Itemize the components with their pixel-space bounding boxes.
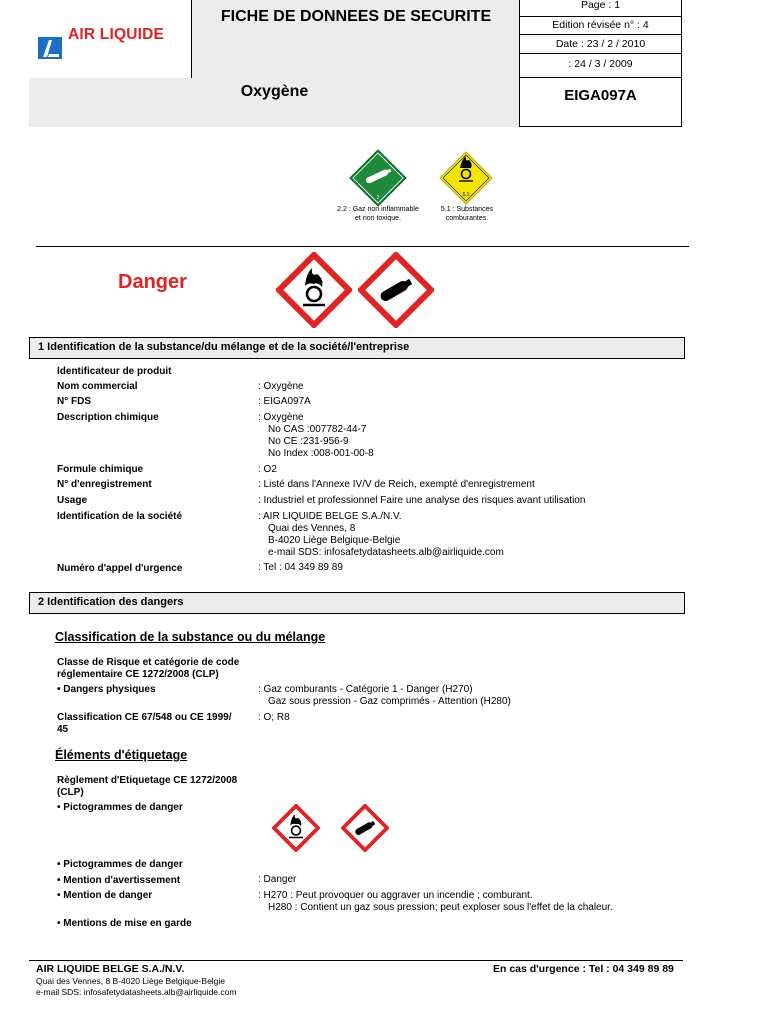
product-code: EIGA097A [564, 87, 637, 104]
emergency-phone: : Tel : 04 349 89 89 [258, 562, 343, 573]
row-value: : Listé dans l'Annexe IV/V de Reich, exempté d'enregistrement [258, 479, 535, 490]
row-value-extra: No Index :008-001-00-8 [268, 448, 374, 459]
row-label: • Pictogrammes de danger [57, 859, 183, 870]
row-label: 45 [57, 724, 69, 735]
transport-caption-5-1: 5.1 : Substances comburantes. [440, 206, 494, 222]
row-label: N° d'enregistrement [57, 479, 152, 490]
row-label: Identificateur de produit [57, 366, 172, 377]
row-value: : EIGA097A [258, 396, 311, 407]
row-value-extra: Quai des Vennes, 8 [268, 523, 356, 534]
row-label: • Mention d'avertissement [57, 875, 181, 886]
row-label: • Mention de danger [57, 890, 153, 901]
footer-email[interactable]: e-mail SDS: infosafetydatasheets.alb@airliquide.com [36, 987, 237, 997]
row-label: Règlement d'Etiquetage CE 1272/2008 [57, 775, 238, 786]
footer-emergency: En cas d'urgence : Tel : 04 349 89 89 [493, 963, 674, 975]
row-label: Description chimique [57, 412, 159, 423]
row-label: Usage [57, 495, 88, 506]
row-label: Nom commercial [57, 381, 138, 392]
row-value: : Oxygène [258, 381, 304, 392]
meta-divider [519, 16, 682, 17]
row-label: N° FDS [57, 396, 91, 407]
row-value: : Danger [258, 874, 297, 885]
transport-caption-2-2: 2.2 : Gaz non inflammable et non toxique. [337, 206, 419, 222]
row-value: : O2 [258, 464, 277, 475]
air-liquide-logo-icon [38, 37, 62, 59]
row-value: : O; R8 [258, 712, 290, 723]
svg-text:5.1: 5.1 [462, 192, 470, 198]
document-title: FICHE DE DONNEES DE SECURITE [220, 8, 492, 25]
flame-over-circle-icon [272, 804, 320, 852]
flame-over-circle-icon [276, 252, 352, 328]
footer-line [29, 960, 683, 961]
classification-title: Classification de la substance ou du mélange [55, 630, 326, 644]
gas-cylinder-icon [341, 804, 389, 852]
labelling-title: Éléments d'étiquetage [55, 748, 188, 762]
row-value: : Gaz comburants - Catégorie 1 - Danger (H270) [258, 684, 473, 695]
row-label: • Pictogrammes de danger [57, 802, 183, 813]
row-label: • Mentions de mise en garde [57, 918, 192, 929]
ghs-oxidizer-pictogram [276, 252, 352, 328]
row-value-extra: No CAS :007782-44-7 [268, 424, 367, 435]
footer-company: AIR LIQUIDE BELGE S.A./N.V. [36, 963, 185, 975]
row-value: : H270 : Peut provoquer ou aggraver un incendie ; comburant. [258, 890, 533, 901]
row-label: Numéro d'appel d'urgence [57, 563, 183, 574]
email-link[interactable]: e-mail SDS: infosafetydatasheets.alb@airliquide.com [268, 547, 504, 558]
ghs-gas-cylinder-small [341, 804, 389, 852]
svg-text:2: 2 [376, 195, 380, 201]
transport-label-2-2 [348, 148, 408, 208]
row-label: • Dangers physiques [57, 684, 156, 695]
section-1-heading: 1 Identification de la substance/du mélange et de la société/l'entreprise [29, 337, 685, 359]
separator-line [36, 246, 689, 247]
flame-over-circle-icon [438, 150, 494, 206]
row-value: : Industriel et professionnel Faire une analyse des risques avant utilisation [258, 495, 586, 506]
row-value-extra: Gaz sous pression - Gaz comprimés - Attention (H280) [268, 696, 511, 707]
page-number: Page : 1 [580, 0, 621, 11]
supersedes-date: : 24 / 3 / 2009 [568, 58, 633, 70]
meta-divider [519, 34, 682, 35]
row-value: : Oxygène [258, 412, 304, 423]
gas-cylinder-icon [348, 148, 408, 208]
meta-divider [519, 77, 682, 78]
ghs-oxidizer-small [272, 804, 320, 852]
row-label: Formule chimique [57, 464, 144, 475]
row-value: : AIR LIQUIDE BELGE S.A./N.V. [258, 511, 402, 522]
product-name: Oxygène [240, 83, 309, 100]
gas-cylinder-icon [358, 252, 434, 328]
row-label: (CLP) [57, 787, 84, 798]
signal-word: Danger [118, 271, 187, 293]
transport-label-5-1 [438, 150, 494, 206]
row-value-extra: H280 : Contient un gaz sous pression; peut exploser sous l'effet de la chaleur. [268, 902, 613, 913]
company-logo-text: AIR LIQUIDE [68, 26, 165, 43]
row-label: Classification CE 67/548 ou CE 1999/ [57, 712, 232, 723]
row-value-extra: B-4020 Liège Belgique-Belgie [268, 535, 401, 546]
row-label: Classe de Risque et catégorie de code [57, 657, 240, 668]
meta-divider [519, 53, 682, 54]
footer-address: Quai des Vennes, 8 B-4020 Liège Belgique-Belgie [36, 976, 226, 986]
ghs-gas-cylinder-pictogram [358, 252, 434, 328]
row-label: Identification de la société [57, 511, 183, 522]
revision-date: Date : 23 / 2 / 2010 [555, 38, 646, 50]
section-2-heading: 2 Identification des dangers [29, 592, 685, 614]
row-label: réglementaire CE 1272/2008 (CLP) [57, 669, 219, 680]
edition-number: Edition révisée n° : 4 [552, 19, 649, 31]
row-value-extra: No CE :231-956-9 [268, 436, 349, 447]
